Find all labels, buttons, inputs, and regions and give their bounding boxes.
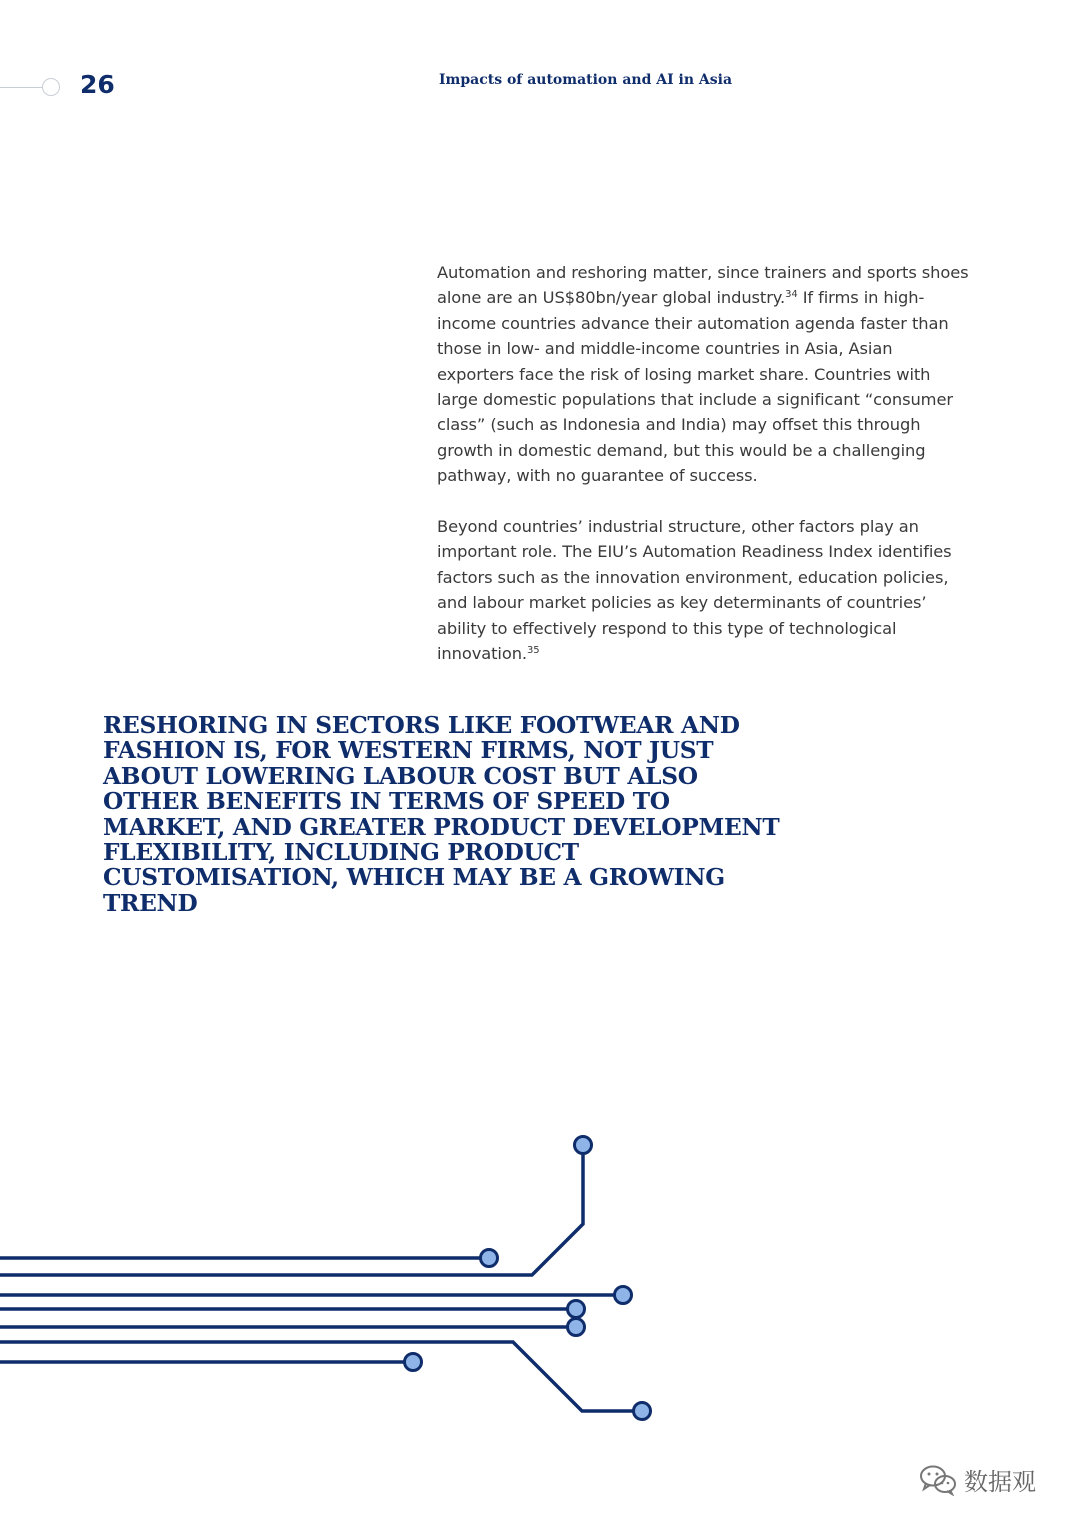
circuit-node-5	[568, 1319, 585, 1336]
running-title: Impacts of automation and AI in Asia	[439, 72, 733, 88]
circuit-node-1	[575, 1137, 592, 1154]
paragraph-2-text: Beyond countries’ industrial structure, other factors play an important role. The EIU’s Automation Readiness Index identifies factors such as the innovation environment, education policies, and labour market policies as key determinants of countries’ ability to effectively respond to this type of technological innovation.	[437, 517, 952, 664]
pull-quote: RESHORING IN SECTORS LIKE FOOTWEAR AND FASHION IS, FOR WESTERN FIRMS, NOT JUST ABOUT LOWERING LABOUR COST BUT ALSO OTHER BENEFITS IN TERMS OF SPEED TO MARKET, AND GREATER PRODUCT DEVELOPMENT FLEXIBILITY, INCLUDING PRODUCT CUSTOMISATION, WHICH MAY BE A GROWING TREND	[103, 712, 780, 917]
footnote-ref-34[interactable]: 34	[785, 289, 798, 301]
page-number: 26	[80, 70, 115, 99]
watermark	[918, 1462, 1036, 1497]
circuit-trace-6	[0, 1342, 633, 1411]
wechat-icon	[918, 1464, 958, 1496]
paragraph-1-text-a: Automation and reshoring matter, since trainers and sports shoes alone are an US$80bn/year global industry.	[437, 263, 969, 308]
circuit-node-2	[481, 1250, 498, 1267]
watermark-text: 数据观	[964, 1468, 1036, 1496]
circuit-node-7	[405, 1354, 422, 1371]
footnote-ref-35[interactable]: 35	[527, 645, 540, 657]
circuit-node-3	[615, 1287, 632, 1304]
circuit-node-4	[568, 1301, 585, 1318]
circuit-node-6	[634, 1403, 651, 1420]
paragraph-1-text-b: If firms in high-income countries advance their automation agenda faster than those in low- and middle-income countries in Asia, Asian exporters face the risk of losing market share. Countries with large domestic populations that include a significant “consumer class” (such as Indonesia and India) may offset this through growth in domestic demand, but this would be a challenging pathway, with no guarantee of success.	[437, 288, 953, 486]
